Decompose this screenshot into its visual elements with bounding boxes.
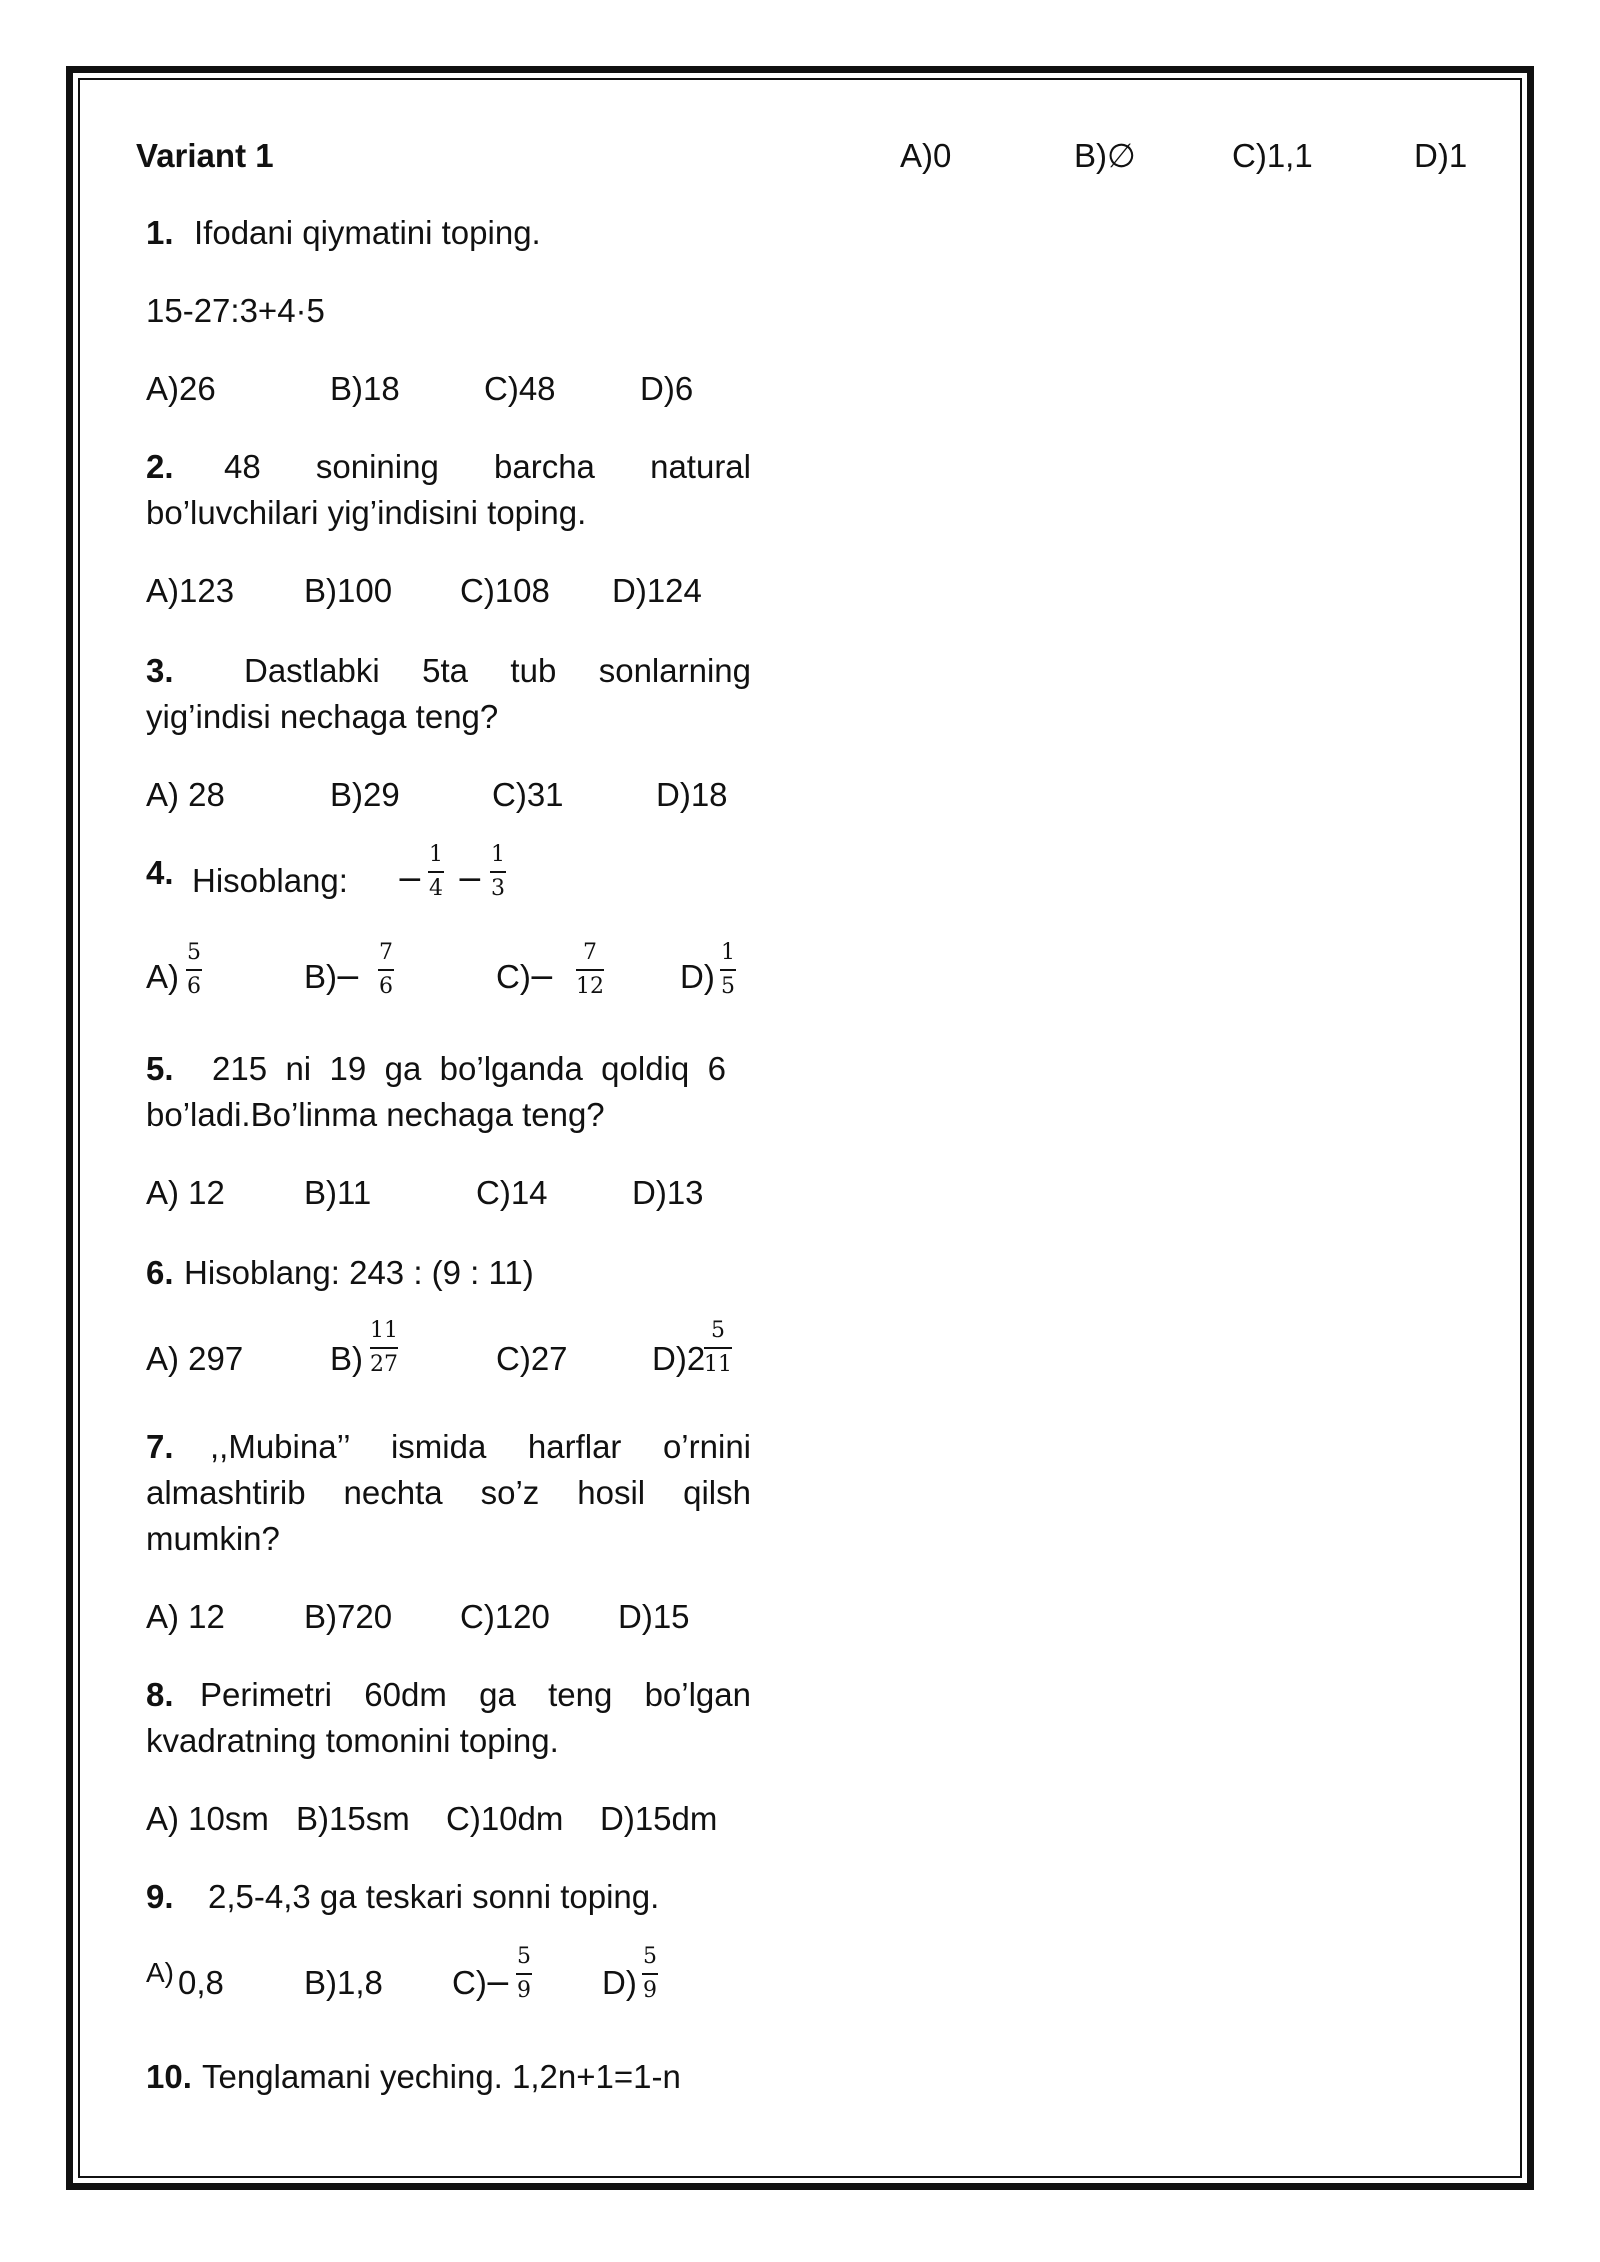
question-8-number: 8.	[146, 1676, 174, 1713]
question-6-option-b-label: B)	[330, 1340, 363, 1377]
fraction-denominator: 5	[721, 974, 735, 999]
question-7-number: 7.	[146, 1428, 174, 1465]
question-6-number: 6.	[146, 1254, 174, 1291]
question-5-option-d: D)13	[632, 1174, 704, 1211]
fraction-numerator: 1	[721, 940, 735, 965]
question-5-option-a: A) 12	[146, 1174, 225, 1211]
question-9-option-d-fraction	[642, 1944, 658, 2004]
fraction-denominator: 9	[517, 1978, 531, 2003]
question-9-option-d-label: D)	[602, 1964, 637, 2001]
question-1-expression: 15-27:3+4·5	[146, 292, 325, 329]
question-5-line-2: bo’ladi.Bo’linma nechaga teng?	[146, 1096, 605, 1133]
question-4-option-d-label: D)	[680, 958, 715, 995]
fraction-bar	[704, 1347, 732, 1349]
question-8-line-1: Perimetri 60dm ga teng bo’lgan	[200, 1676, 751, 1713]
question-1-number: 1.	[146, 214, 174, 251]
question-9-option-c-fraction	[516, 1944, 532, 2004]
question-2-option-b: B)100	[304, 572, 393, 609]
question-2-number: 2.	[146, 448, 174, 485]
question-4-fraction-1	[428, 842, 444, 902]
question-4-option-d-fraction	[720, 940, 736, 1000]
top-option-b: B)∅	[1074, 137, 1136, 174]
question-9-option-a-value: 0,8	[178, 1964, 224, 2001]
fraction-denominator: 11	[704, 1352, 732, 1377]
question-5-option-b: B)11	[304, 1174, 372, 1211]
fraction-numerator: 5	[711, 1318, 725, 1343]
fraction-numerator: 5	[517, 1944, 531, 1969]
question-7-option-d: D)15	[618, 1598, 690, 1635]
fraction-numerator: 11	[370, 1318, 398, 1343]
fraction-bar	[186, 969, 202, 971]
question-4-option-b-sign: −	[334, 957, 362, 996]
question-4-minus-2: −	[456, 859, 484, 898]
fraction-denominator: 12	[576, 974, 604, 999]
question-3-line-2: yig’indisi nechaga teng?	[146, 698, 499, 735]
question-2-option-c: C)108	[460, 572, 550, 609]
question-5-line-1: 215 ni 19 ga bo’lganda qoldiq 6	[212, 1050, 726, 1087]
fraction-bar	[516, 1973, 532, 1975]
question-1-option-a: A)26	[146, 370, 216, 407]
question-6-option-d-label: D)2	[652, 1340, 706, 1377]
top-option-c: C)1,1	[1232, 137, 1313, 174]
question-1-option-d: D)6	[640, 370, 694, 407]
question-3-line-1: Dastlabki 5ta tub sonlarning	[244, 652, 751, 689]
fraction-denominator: 27	[370, 1352, 398, 1377]
question-6-option-c: C)27	[496, 1340, 568, 1377]
question-5-number: 5.	[146, 1050, 174, 1087]
question-1-option-b: B)18	[330, 370, 400, 407]
question-3-number: 3.	[146, 652, 174, 689]
fraction-numerator: 1	[491, 842, 505, 867]
fraction-denominator: 4	[429, 876, 443, 901]
question-8-line-2: kvadratning tomonini toping.	[146, 1722, 559, 1759]
top-option-a: A)0	[900, 137, 952, 174]
question-8-option-a: A) 10sm	[146, 1800, 269, 1837]
question-10-number: 10.	[146, 2058, 192, 2095]
question-2-option-a: A)123	[146, 572, 235, 609]
fraction-denominator: 6	[379, 974, 393, 999]
question-4-minus-1: −	[396, 859, 424, 898]
question-10-text: Tenglamani yeching. 1,2n+1=1-n	[202, 2058, 681, 2095]
fraction-bar	[370, 1347, 398, 1349]
question-4-option-a-label: A)	[146, 958, 179, 995]
question-9-option-c-sign: −	[484, 1963, 512, 2002]
question-8-option-d: D)15dm	[600, 1800, 718, 1837]
question-2-line-1: 48 sonining barcha natural	[224, 448, 751, 485]
question-9-option-c-label: C)	[452, 1964, 487, 2001]
variant-title: Variant 1	[136, 137, 274, 174]
fraction-numerator: 5	[187, 940, 201, 965]
question-7-line-2: almashtirib nechta so’z hosil qilsh	[146, 1474, 751, 1511]
fraction-bar	[378, 969, 394, 971]
top-option-d: D)1	[1414, 137, 1468, 174]
fraction-denominator: 9	[643, 1978, 657, 2003]
fraction-bar	[428, 871, 444, 873]
fraction-numerator: 7	[379, 940, 393, 965]
fraction-bar	[576, 969, 604, 971]
question-7-option-c: C)120	[460, 1598, 550, 1635]
question-6-option-d-fraction	[704, 1318, 732, 1378]
question-8-option-b: B)15sm	[296, 1800, 410, 1837]
question-3-option-b: B)29	[330, 776, 400, 813]
question-5-option-c: C)14	[476, 1174, 548, 1211]
question-4-number: 4.	[146, 854, 174, 891]
fraction-numerator: 5	[643, 1944, 657, 1969]
question-7-line-3: mumkin?	[146, 1520, 280, 1557]
question-4-option-c-sign: −	[528, 957, 556, 996]
question-4-option-b-fraction	[378, 940, 394, 1000]
question-4-option-b-label: B)	[304, 958, 337, 995]
question-3-option-c: C)31	[492, 776, 564, 813]
fraction-bar	[720, 969, 736, 971]
question-2-option-d: D)124	[612, 572, 702, 609]
question-4-option-a-fraction	[186, 940, 202, 1000]
question-8-option-c: C)10dm	[446, 1800, 564, 1837]
question-3-option-a: A) 28	[146, 776, 225, 813]
question-6-text: Hisoblang: 243 : (9 : 11)	[184, 1254, 534, 1291]
question-4-text: Hisoblang:	[192, 862, 348, 899]
question-9-option-b: B)1,8	[304, 1964, 383, 2001]
question-3-option-d: D)18	[656, 776, 728, 813]
question-1-text: Ifodani qiymatini toping.	[194, 214, 541, 251]
question-2-line-2: bo’luvchilari yig’indisini toping.	[146, 494, 587, 531]
question-4-fraction-2	[490, 842, 506, 902]
question-4-option-c-fraction	[576, 940, 604, 1000]
fraction-bar	[642, 1973, 658, 1975]
question-1-option-c: C)48	[484, 370, 556, 407]
question-9-number: 9.	[146, 1878, 174, 1915]
fraction-bar	[490, 871, 506, 873]
question-7-option-b: B)720	[304, 1598, 393, 1635]
question-7-option-a: A) 12	[146, 1598, 225, 1635]
question-9-text: 2,5-4,3 ga teskari sonni toping.	[208, 1878, 660, 1915]
fraction-numerator: 1	[429, 842, 443, 867]
question-9-option-a-label: A)	[146, 1957, 174, 1988]
fraction-denominator: 6	[187, 974, 201, 999]
question-6-option-a: A) 297	[146, 1340, 244, 1377]
question-7-line-1: ,,Mubina’’ ismida harflar o’rnini	[210, 1428, 751, 1465]
fraction-denominator: 3	[491, 876, 505, 901]
question-6-option-b-fraction	[370, 1318, 398, 1378]
fraction-numerator: 7	[583, 940, 597, 965]
question-4-option-c-label: C)	[496, 958, 531, 995]
